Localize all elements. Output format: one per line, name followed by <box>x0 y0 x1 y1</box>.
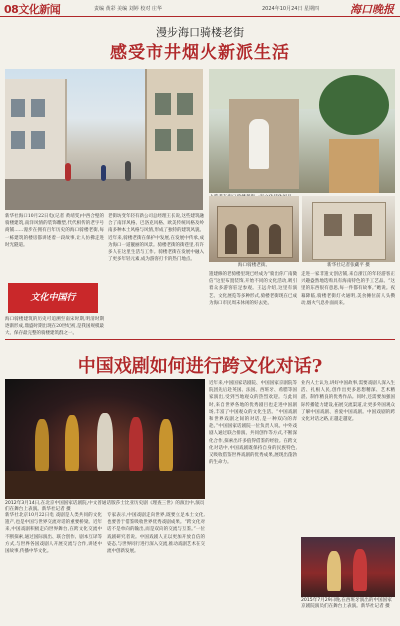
story2-photo-caption-right: 2015年7月29日晚,在西班牙演出的中国国家京剧院演员们在舞台上表演。新华社记者 摄 <box>301 598 392 609</box>
photo-caption-left: 海口骑楼老街。 <box>237 263 271 268</box>
story2-photo-caption: 2012年3月14日,在北京中国国家话剧院,中文普通话版莎士比亚历史剧《理查三世》的演出中,演员们在舞台上表演。新华社记者 摄 <box>5 501 205 512</box>
photo-facade-detail <box>302 196 395 262</box>
story1-headline: 感受市井烟火新派生活 <box>110 43 290 63</box>
story1-body-col-d: 走进一家非遗文创店铺,来自浙江的年轻游客正兴趣盎然地选购具有海南特色的手工艺品。“这里的东西很有意思,每一件都有故事。”她说。夜幕降临,骑楼老街灯火通明,美食摊位前人头攒动,烟火气息扑面而来。 <box>301 272 395 306</box>
photo-caption-right: 新华社记者张藏平 摄 <box>327 263 370 268</box>
story1-body-col-b: 老街坊变年轻有新公司总经理王长说,这些建筑融合了南洋风格、巴洛克风格、欧美传统风格及岭南多种本土风格与风情,形成了独特的建筑风貌。近年来,骑楼老街在保护中发展,在发展中传承,成为海口一道靓丽的风景。骑楼老街的街巷里,有许多人在这里生活与工作。骑楼老街在发展中融入了更多年轻元素,成为游客打卡的热门地点。 <box>108 214 204 263</box>
story2-body-col-a: 新华社北京10月22日电 戏剧是人类共同的文化遗产,也是中国与世界交流对话的重要桥梁。近年来,中国戏剧积极走向世界舞台,在跨文化交流中不断探索,通过国际演出、联合创作、剧本互译等方式,与世界各国戏剧人开展交流与合作,讲述中国故事,传播中华文化。 <box>5 513 102 555</box>
story2-body-col-c: 近年来,中国国家话剧院、中国国家京剧院等院团先后赴英国、法国、西班牙、希腊等国家演出,受到当地观众的热烈欢迎。与此同时,来自世界各地的优秀剧目也走进中国剧场,丰富了中国观众的文化生活。“中国戏剧和世界戏剧之间的对话,是一种双向的奔赴。”中国国家话剧院一位负责人说。中外戏剧人通过联合排演、共同创作等方式,不断深化合作,探索出许多值得借鉴的经验。在跨文化对话中,中国戏剧既保持自身的民族特色,又吸收借鉴世界戏剧的优秀成果,展现出蓬勃的生命力。 <box>209 381 297 466</box>
story2-body-col-d: 业内人士认为,讲好中国故事,需要戏剧人深入生活、扎根人民,创作出更多思想精深、艺术精湛、制作精良的优秀作品。同时,还需要加强国际传播能力建设,拓展交流渠道,让更多外国观众了解中国戏剧、喜爱中国戏剧。中国戏剧的跨文化对话之路,正越走越宽。 <box>301 381 395 423</box>
photo-tourist-shop <box>209 69 395 193</box>
photo-opera-actors <box>301 537 395 597</box>
section-label: 08文化新闻 <box>4 3 61 16</box>
culture-china-logo: 文化中国行 <box>8 283 98 313</box>
story1-body-col-a2: 海口骑楼建筑的历史可追溯至南宋时期,明清时期逐渐形成,鼎盛时期出现在20世纪初,是我国规模最大、保存最完整的骑楼建筑群之一。 <box>5 317 104 336</box>
photo-stage-performance <box>5 379 205 499</box>
section-divider <box>5 339 395 340</box>
story2-headline: 中国戏剧如何进行跨文化对话? <box>77 356 323 377</box>
masthead: 海口晚报 <box>350 3 394 16</box>
story1-body-col-a: 新华社海口10月22日电(记者 黄靖雯)中西合璧的骑楼建筑,南洋风情的装饰雕塑,代代相传的老字号商铺……漫步在拥有百年历史的海口骑楼老街,每一栋建筑的楼房都讲述着一段故事,让人仿佛走进时光隧道。 <box>5 214 104 248</box>
issue-date: 2024年10月24日 星期四 <box>262 6 320 12</box>
story1-kicker: 漫步海口骑楼老街 <box>156 26 244 39</box>
editor-credits: 责编 黄彩 美编 刘婷 校对 庄华 <box>94 6 162 12</box>
story2-body-col-b: 专家表示,中国戏剧走向世界,既要立足本土文化,也要善于借鉴吸收世界优秀戏剧成果。“跨文化对话不是单向的输出,而是双向的交流与互鉴。”一位戏剧研究者说。中国戏剧人正以更加开放自信的姿态,与世界同行进行深入交流,推动戏剧艺术在交流中创新发展。 <box>107 513 205 555</box>
photo-street-scene <box>5 69 203 210</box>
story1-body-col-c: 遗建修的老骑楼里现已经成为“骑出你广南微信”这里布置装饰,开始不同的文化活动,吸引着众多游客驻足参观。王远介绍,这里有演艺、文化展览等多种形式,骑楼老街现在已成为海口市民周末休闲的好去处。 <box>209 272 297 306</box>
photo-arcade-building <box>209 196 299 262</box>
